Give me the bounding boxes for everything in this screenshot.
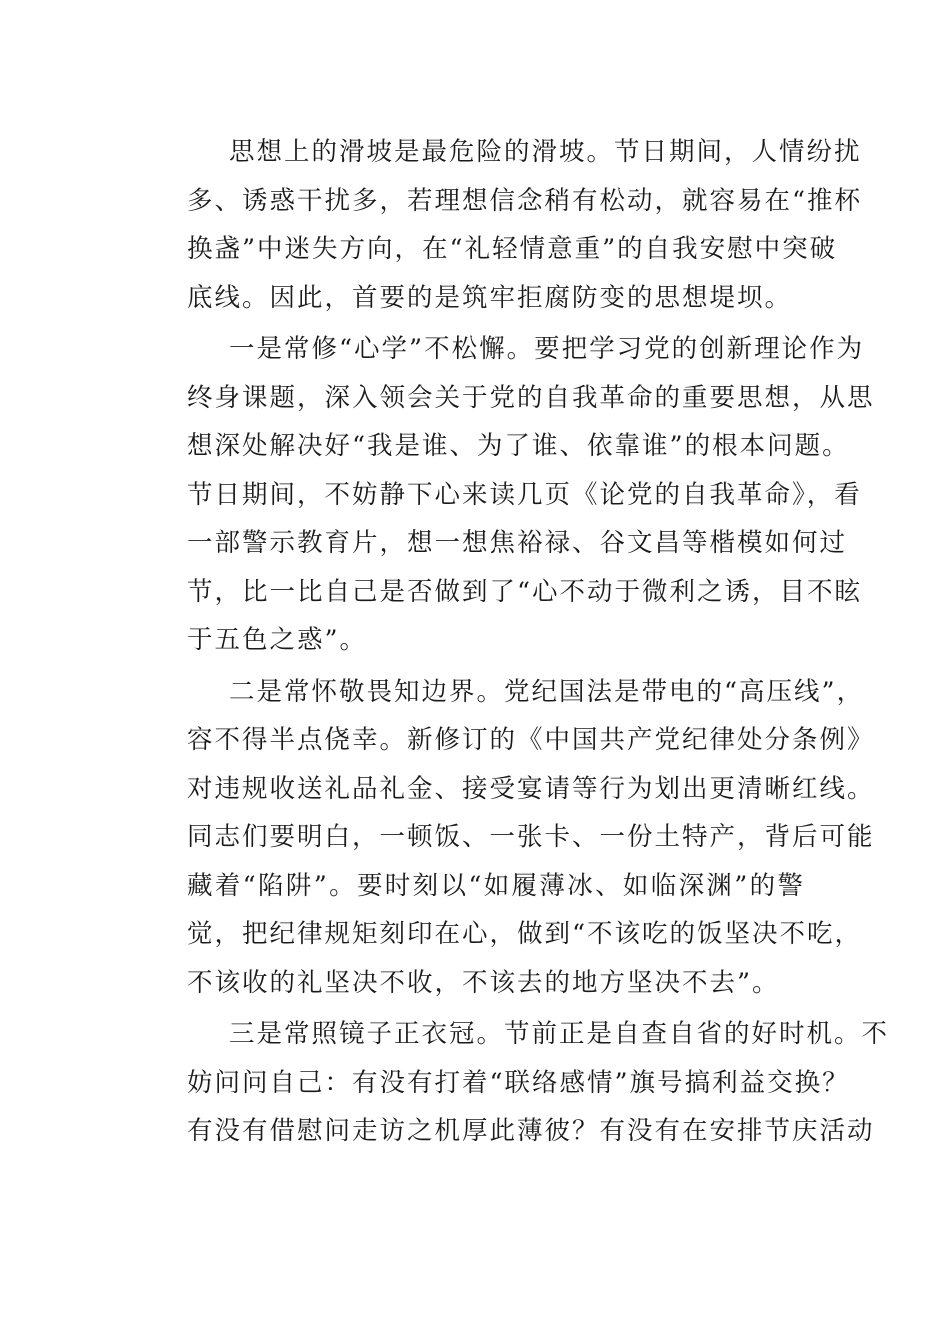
text-line: 节，比一比自己是否做到了“心不动于微利之诱，目不眩 bbox=[187, 576, 863, 607]
text-line: 妨问问自己：有没有打着“联络感情”旗号搞利益交换？ bbox=[187, 1067, 850, 1098]
paragraph-point-two bbox=[145, 668, 875, 1008]
text-line: 不该收的礼坚决不收，不该去的地方坚决不去”。 bbox=[187, 967, 780, 998]
text-line: 想深处解决好“我是谁、为了谁、依靠谁”的根本问题。 bbox=[187, 431, 850, 461]
text-line: 同志们要明白，一顿饭、一张卡、一份土特产，背后可能 bbox=[187, 822, 875, 852]
text-line: 一是常修“心学”不松懈。要把学习党的创新理论作为 bbox=[229, 334, 865, 364]
document-body bbox=[145, 128, 890, 1156]
text-line: 二是常怀敬畏知边界。党纪国法是带电的“高压线”， bbox=[229, 676, 865, 707]
text-line: 容不得半点侥幸。新修订的《中国共产党纪律处分条例》 bbox=[187, 725, 875, 755]
paragraph-intro bbox=[145, 128, 863, 322]
text-line: 底线。因此，首要的是筑牢拒腐防变的思想堤坝。 bbox=[187, 282, 793, 313]
text-line: 藏着“陷阱”。要时刻以“如履薄冰、如临深渊”的警 bbox=[187, 870, 805, 901]
text-line: 换盏”中迷失方向，在“礼轻情意重”的自我安慰中突破 bbox=[187, 234, 838, 264]
text-line: 觉，把纪律规矩刻印在心，做到“不该吃的饭坚决不吃， bbox=[187, 919, 863, 949]
text-line: 终身课题，深入领会关于党的自我革命的重要思想，从思 bbox=[187, 382, 875, 413]
text-line: 对违规收送礼品礼金、接受宴请等行为划出更清晰红线。 bbox=[187, 773, 875, 804]
text-line: 一部警示教育片，想一想焦裕禄、谷文昌等楷模如何过 bbox=[187, 528, 848, 558]
text-line: 思想上的滑坡是最危险的滑坡。节日期间，人情纷扰 bbox=[229, 137, 862, 167]
text-line: 于五色之惑”。 bbox=[187, 625, 368, 655]
paragraph-point-three bbox=[145, 1010, 890, 1156]
text-line: 三是常照镜子正衣冠。节前正是自查自省的好时机。不 bbox=[229, 1019, 890, 1049]
paragraph-point-one bbox=[145, 325, 875, 665]
text-line: 有没有借慰问走访之机厚此薄彼？有没有在安排节庆活动 bbox=[187, 1116, 875, 1146]
text-line: 节日期间，不妨静下心来读几页《论党的自我革命》，看 bbox=[187, 479, 862, 510]
text-line: 多、诱惑干扰多，若理想信念稍有松动，就容易在“推杯 bbox=[187, 185, 863, 216]
